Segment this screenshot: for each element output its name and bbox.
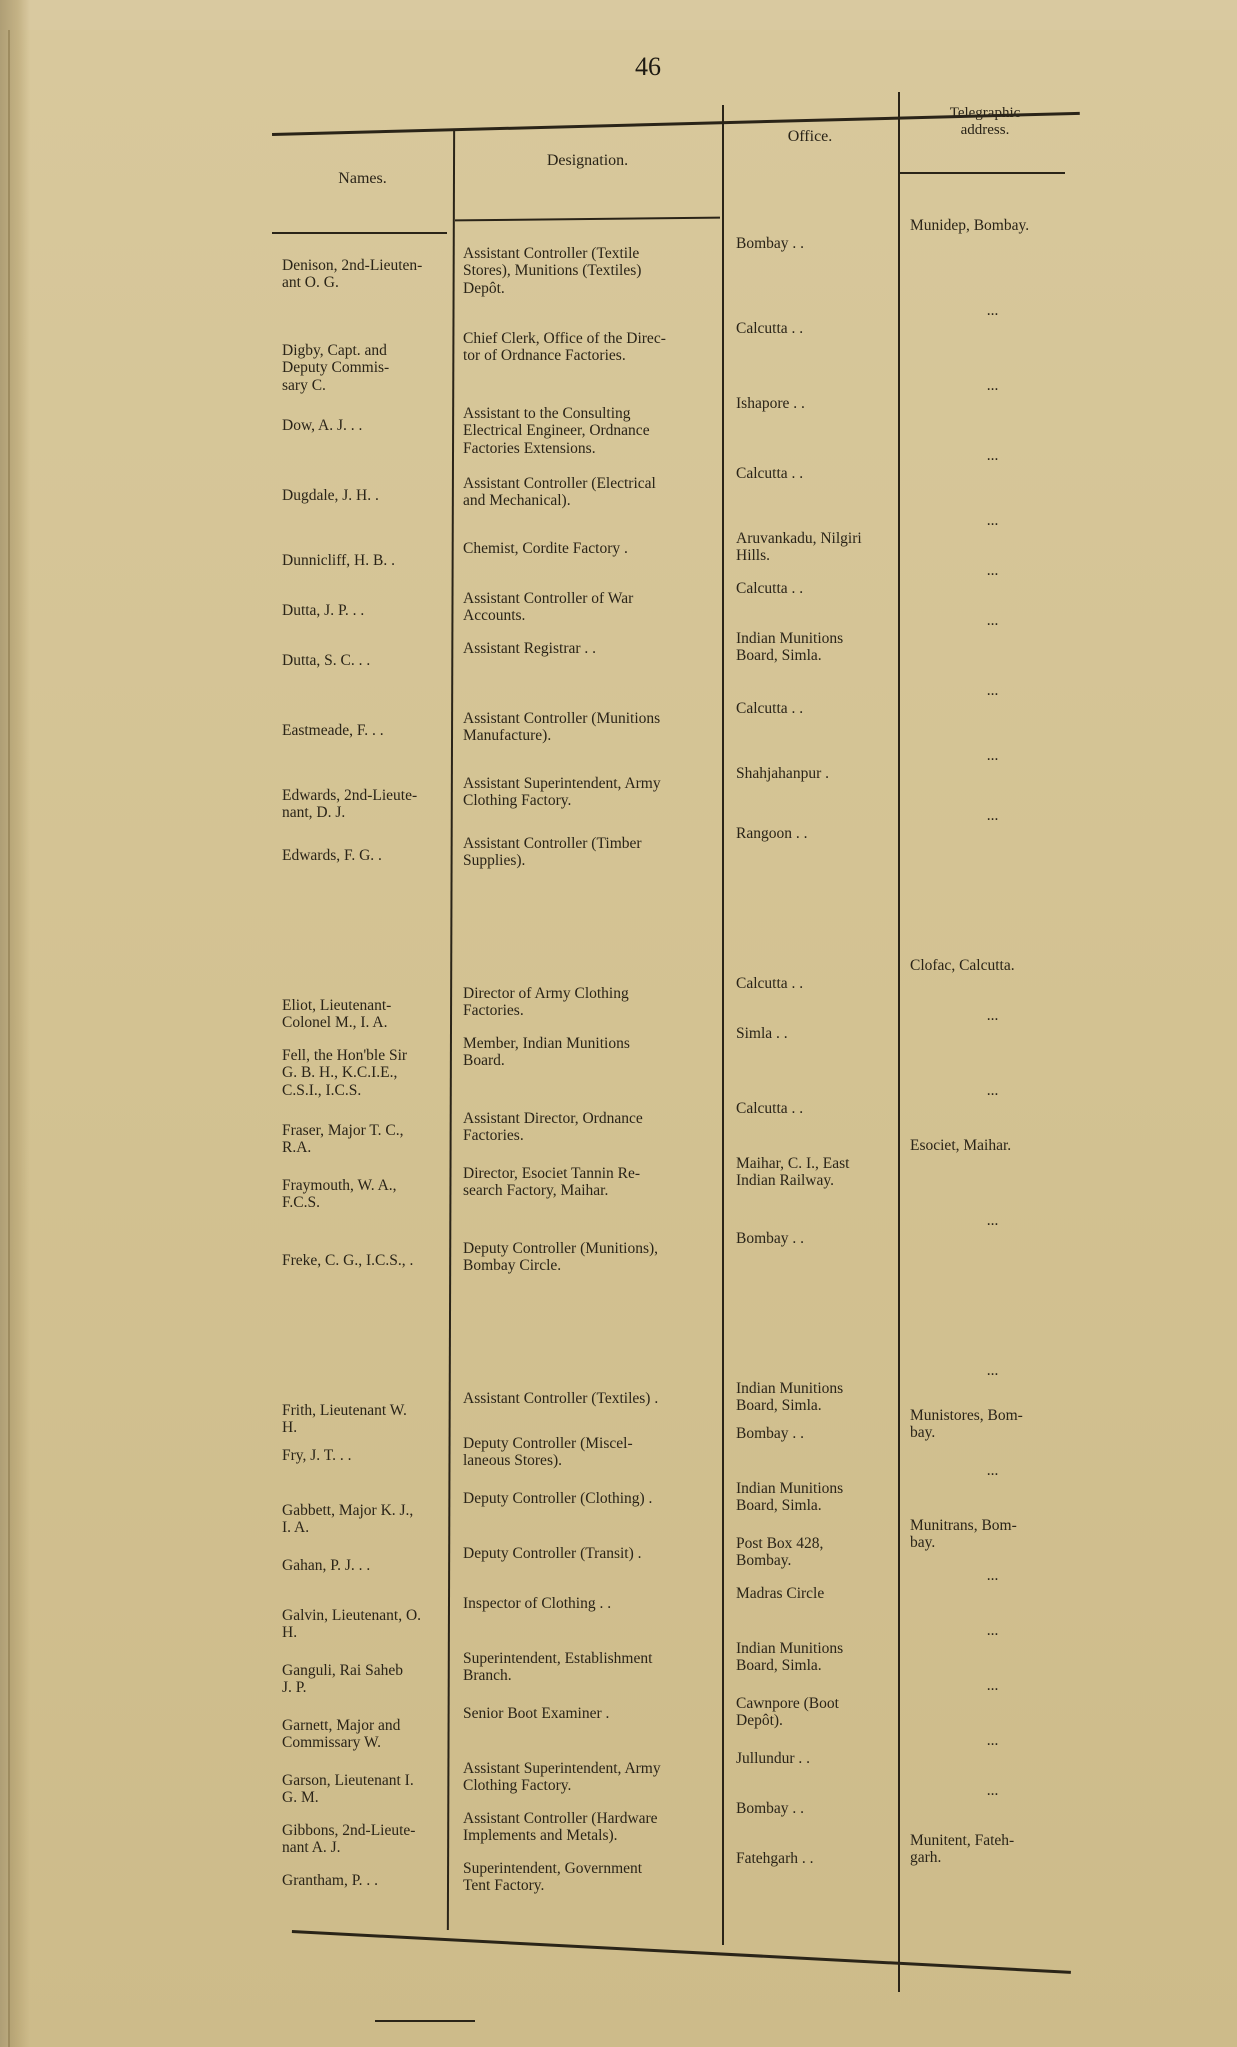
- row-telegraphic-address: ...: [986, 377, 999, 394]
- footer-short-rule: [375, 2020, 475, 2022]
- row-office: Shahjahanpur .: [736, 765, 829, 782]
- row-name: Garnett, Major and Commissary W.: [282, 1717, 401, 1752]
- row-telegraphic-address: ...: [986, 1622, 999, 1639]
- column-divider-2: [722, 105, 724, 1945]
- row-designation: Assistant Controller (Textiles) .: [463, 1390, 659, 1407]
- row-telegraphic-address: ...: [986, 747, 999, 764]
- row-name: Fraser, Major T. C., R.A.: [282, 1122, 404, 1157]
- row-name: Edwards, 2nd-Lieute- nant, D. J.: [282, 787, 418, 822]
- row-office: Indian Munitions Board, Simla.: [736, 1380, 844, 1415]
- row-telegraphic-address: ...: [986, 302, 999, 319]
- row-office: Calcutta . .: [736, 975, 804, 992]
- row-designation: Senior Boot Examiner .: [463, 1705, 610, 1722]
- row-name: Ganguli, Rai Saheb J. P.: [282, 1662, 403, 1697]
- row-name: Eastmeade, F. . .: [282, 722, 384, 739]
- row-designation: Chemist, Cordite Factory .: [463, 540, 628, 557]
- row-office: Post Box 428, Bombay.: [736, 1535, 824, 1570]
- row-office: Calcutta . .: [736, 465, 804, 482]
- header-telegraphic: Telegraphic address.: [949, 105, 1021, 139]
- row-telegraphic-address: Munistores, Bom- bay.: [910, 1407, 1023, 1442]
- row-office: Calcutta . .: [736, 1100, 804, 1117]
- row-designation: Assistant Controller of War Accounts.: [463, 590, 634, 625]
- row-telegraphic-address: Esociet, Maihar.: [910, 1137, 1012, 1154]
- row-name: Dutta, S. C. . .: [282, 652, 371, 669]
- row-designation: Assistant Controller (Textile Stores), Munitions (Textiles) Depôt.: [463, 245, 642, 297]
- row-telegraphic-address: ...: [986, 512, 999, 529]
- row-telegraphic-address: ...: [986, 1462, 999, 1479]
- row-name: Dunnicliff, H. B. .: [282, 552, 395, 569]
- row-name: Grantham, P. . .: [282, 1872, 379, 1889]
- row-name: Gabbett, Major K. J., I. A.: [282, 1502, 414, 1537]
- row-designation: Assistant Superintendent, Army Clothing Factory.: [463, 1760, 661, 1795]
- row-designation: Superintendent, Establishment Branch.: [463, 1650, 653, 1685]
- row-office: Indian Munitions Board, Simla.: [736, 630, 844, 665]
- row-designation: Assistant Director, Ordnance Factories.: [463, 1110, 643, 1145]
- row-name: Freke, C. G., I.C.S., .: [282, 1252, 414, 1269]
- header-designation: Designation.: [546, 152, 629, 169]
- row-telegraphic-address: ...: [986, 1007, 999, 1024]
- row-office: Fatehgarh . .: [736, 1850, 814, 1867]
- row-telegraphic-address: ...: [986, 1732, 999, 1749]
- row-name: Fraymouth, W. A., F.C.S.: [282, 1177, 397, 1212]
- row-telegraphic-address: ...: [986, 807, 999, 824]
- row-office: Madras Circle: [736, 1585, 825, 1602]
- row-telegraphic-address: ...: [986, 1567, 999, 1584]
- header-names: Names.: [338, 170, 387, 187]
- header-rule-names: [272, 232, 447, 234]
- row-office: Cawnpore (Boot Depôt).: [736, 1695, 839, 1730]
- row-telegraphic-address: Munitrans, Bom- bay.: [910, 1517, 1017, 1552]
- row-designation: Assistant Controller (Munitions Manufacture).: [463, 710, 661, 745]
- row-office: Bombay . .: [736, 1800, 805, 1817]
- row-designation: Deputy Controller (Transit) .: [463, 1545, 642, 1562]
- row-name: Fry, J. T. . .: [282, 1447, 352, 1464]
- row-designation: Assistant Controller (Electrical and Mechanical).: [463, 475, 656, 510]
- page-number: 46: [635, 52, 661, 81]
- row-designation: Member, Indian Munitions Board.: [463, 1035, 630, 1070]
- book-binding-shadow: [0, 0, 30, 2047]
- column-divider-3: [898, 92, 900, 1992]
- header-rule-telegraphic: [900, 172, 1065, 174]
- header-office: Office.: [787, 128, 833, 145]
- row-office: Aruvankadu, Nilgiri Hills.: [736, 530, 862, 565]
- row-telegraphic-address: ...: [986, 1362, 999, 1379]
- row-designation: Director, Esociet Tannin Re- search Factory, Maihar.: [463, 1165, 641, 1200]
- row-telegraphic-address: Munitent, Fateh- garh.: [910, 1832, 1015, 1867]
- row-telegraphic-address: ...: [986, 612, 999, 629]
- row-designation: Deputy Controller (Munitions), Bombay Circle.: [463, 1240, 659, 1275]
- row-designation: Director of Army Clothing Factories.: [463, 985, 629, 1020]
- row-telegraphic-address: ...: [986, 682, 999, 699]
- row-office: Jullundur . .: [736, 1750, 811, 1767]
- row-designation: Assistant Superintendent, Army Clothing Factory.: [463, 775, 661, 810]
- row-office: Bombay . .: [736, 1230, 805, 1247]
- row-office: Simla . .: [736, 1025, 788, 1042]
- row-office: Calcutta . .: [736, 320, 804, 337]
- row-office: Rangoon . .: [736, 825, 808, 842]
- row-telegraphic-address: ...: [986, 447, 999, 464]
- row-name: Dow, A. J. . .: [282, 417, 363, 434]
- row-designation: Deputy Controller (Clothing) .: [463, 1490, 653, 1507]
- row-telegraphic-address: Munidep, Bombay.: [910, 217, 1030, 234]
- row-name: Edwards, F. G. .: [282, 847, 382, 864]
- row-name: Dugdale, J. H. .: [282, 487, 379, 504]
- row-telegraphic-address: ...: [986, 562, 999, 579]
- row-designation: Assistant to the Consulting Electrical Engineer, Ordnance Factories Extensions.: [463, 405, 650, 457]
- row-telegraphic-address: ...: [986, 1212, 999, 1229]
- row-designation: Deputy Controller (Miscel- laneous Stores).: [463, 1435, 633, 1470]
- row-designation: Superintendent, Government Tent Factory.: [463, 1860, 643, 1895]
- row-name: Digby, Capt. and Deputy Commis- sary C.: [282, 342, 390, 394]
- row-designation: Assistant Controller (Timber Supplies).: [463, 835, 642, 870]
- row-name: Gahan, P. J. . .: [282, 1557, 371, 1574]
- row-office: Indian Munitions Board, Simla.: [736, 1640, 844, 1675]
- row-name: Frith, Lieutenant W. H.: [282, 1402, 407, 1437]
- row-office: Calcutta . .: [736, 580, 804, 597]
- row-telegraphic-address: ...: [986, 1082, 999, 1099]
- row-name: Garson, Lieutenant I. G. M.: [282, 1772, 414, 1807]
- row-name: Dutta, J. P. . .: [282, 602, 365, 619]
- row-office: Bombay . .: [736, 235, 805, 252]
- row-telegraphic-address: ...: [986, 1782, 999, 1799]
- row-designation: Assistant Controller (Hardware Implements and Metals).: [463, 1810, 658, 1845]
- row-name: Eliot, Lieutenant- Colonel M., I. A.: [282, 997, 392, 1032]
- row-office: Ishapore . .: [736, 395, 805, 412]
- row-office: Bombay . .: [736, 1425, 805, 1442]
- row-office: Maihar, C. I., East Indian Railway.: [736, 1155, 850, 1190]
- row-name: Fell, the Hon'ble Sir G. B. H., K.C.I.E., C.S.I., I.C.S.: [282, 1047, 408, 1099]
- row-designation: Assistant Registrar . .: [463, 640, 597, 657]
- row-telegraphic-address: Clofac, Calcutta.: [910, 957, 1015, 974]
- row-designation: Inspector of Clothing . .: [463, 1595, 612, 1612]
- row-name: Denison, 2nd-Lieuten- ant O. G.: [282, 257, 423, 292]
- row-telegraphic-address: ...: [986, 1677, 999, 1694]
- row-designation: Chief Clerk, Office of the Direc- tor of Ordnance Factories.: [463, 330, 666, 365]
- row-name: Galvin, Lieutenant, O. H.: [282, 1607, 422, 1642]
- row-office: Indian Munitions Board, Simla.: [736, 1480, 844, 1515]
- row-name: Gibbons, 2nd-Lieute- nant A. J.: [282, 1822, 416, 1857]
- row-office: Calcutta . .: [736, 700, 804, 717]
